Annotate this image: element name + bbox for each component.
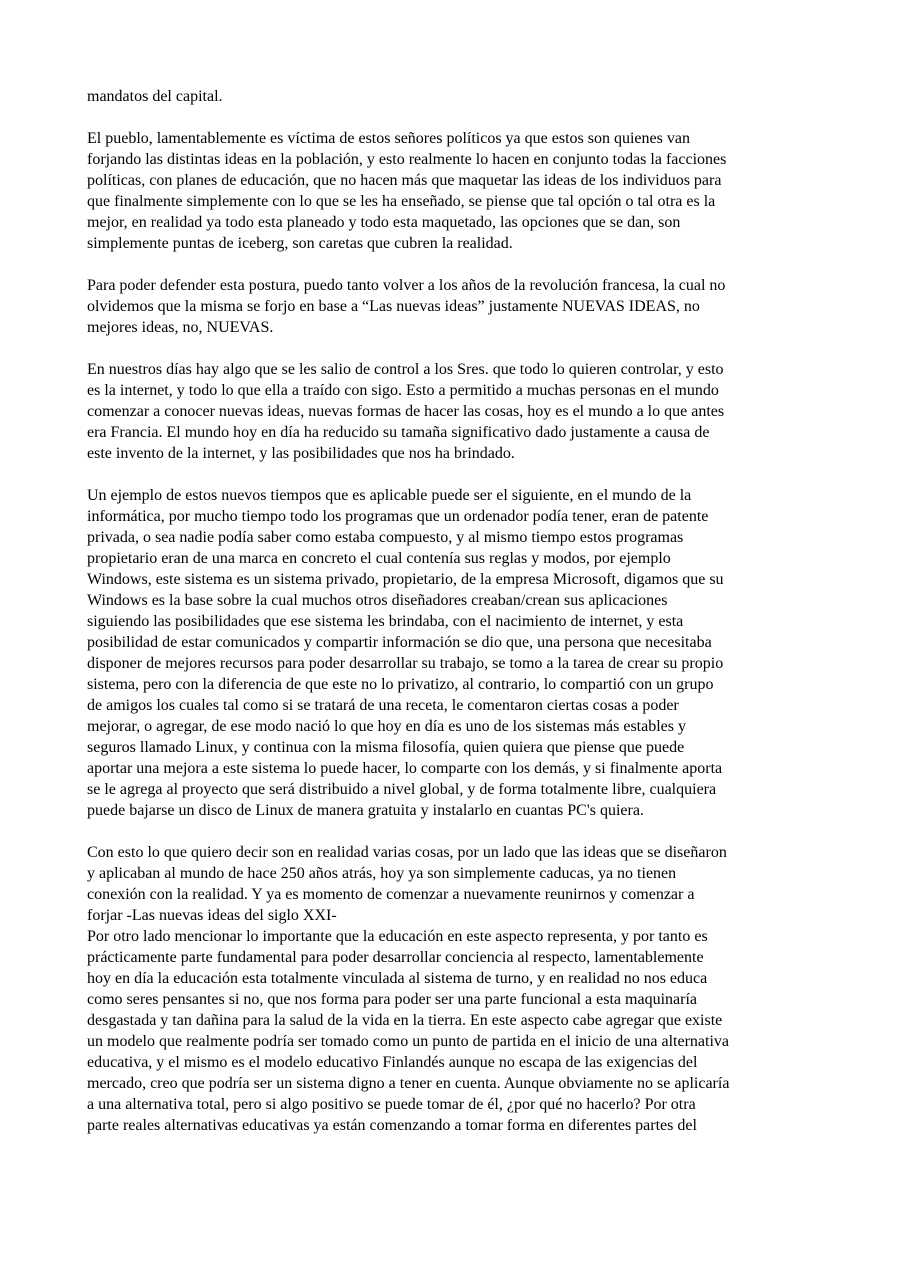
text-line: olvidemos que la misma se forjo en base a “Las nuevas ideas” justamente NUEVAS IDEAS, no (87, 298, 700, 315)
text-line: desgastada y tan dañina para la salud de la vida en la tierra. En este aspecto cabe agregar que existe (87, 1012, 723, 1029)
text-line: a una alternativa total, pero si algo positivo se puede tomar de él, ¿por qué no hacerlo? Por otra (87, 1096, 696, 1113)
text-line: de amigos los cuales tal como si se tratará de una receta, le comentaron ciertas cosas a poder (87, 697, 679, 714)
text-line: En nuestros días hay algo que se les salio de control a los Sres. que todo lo quieren controlar, y esto (87, 361, 724, 378)
text-line: simplemente puntas de iceberg, son caretas que cubren la realidad. (87, 235, 513, 252)
text-line: se le agrega al proyecto que será distribuido a nivel global, y de forma totalmente libre, cualquiera (87, 781, 717, 798)
text-line: Un ejemplo de estos nuevos tiempos que es aplicable puede ser el siguiente, en el mundo de la (87, 487, 692, 504)
text-line: hoy en día la educación esta totalmente vinculada al sistema de turno, y en realidad no nos educa (87, 970, 708, 987)
text-line: comenzar a conocer nuevas ideas, nuevas formas de hacer las cosas, hoy es el mundo a lo que antes (87, 403, 725, 420)
document-page (87, 86, 847, 1157)
text-line: mandatos del capital. (87, 88, 223, 105)
text-line: Por otro lado mencionar lo importante que la educación en este aspecto representa, y por tanto es (87, 928, 708, 945)
paragraph (87, 485, 847, 821)
text-line: era Francia. El mundo hoy en día ha reducido su tamaña significativo dado justamente a causa de (87, 424, 710, 441)
text-line: privada, o sea nadie podía saber como estaba compuesto, y al mismo tiempo estos programas (87, 529, 684, 546)
text-line: aportar una mejora a este sistema lo puede hacer, lo comparte con los demás, y si finalmente aporta (87, 760, 723, 777)
paragraph (87, 275, 847, 338)
text-line: propietario eran de una marca en concreto el cual contenía sus reglas y modos, por ejemplo (87, 550, 671, 567)
text-line: forjar -Las nuevas ideas del siglo XXI- (87, 907, 337, 924)
text-line: parte reales alternativas educativas ya están comenzando a tomar forma en diferentes partes del (87, 1117, 697, 1134)
text-line: y aplicaban al mundo de hace 250 años atrás, hoy ya son simplemente caducas, ya no tienen (87, 865, 677, 882)
text-line: disponer de mejores recursos para poder desarrollar su trabajo, se tomo a la tarea de crear su propio (87, 655, 724, 672)
text-line: mejorar, o agregar, de ese modo nació lo que hoy en día es uno de los sistemas más estables y (87, 718, 686, 735)
text-line: puede bajarse un disco de Linux de manera gratuita y instalarlo en cuantas PC's quiera. (87, 802, 644, 819)
text-line: un modelo que realmente podría ser tomado como un punto de partida en el inicio de una alternativa (87, 1033, 730, 1050)
text-line: informática, por mucho tiempo todo los programas que un ordenador podía tener, eran de patente (87, 508, 709, 525)
text-line: es la internet, y todo lo que ella a traído con sigo. Esto a permitido a muchas personas en el mundo (87, 382, 719, 399)
text-line: Windows es la base sobre la cual muchos otros diseñadores creaban/crean sus aplicaciones (87, 592, 668, 609)
paragraph (87, 128, 847, 254)
text-line: prácticamente parte fundamental para poder desarrollar conciencia al respecto, lamentablemente (87, 949, 704, 966)
text-line: mejor, en realidad ya todo esta planeado y todo esta maquetado, las opciones que se dan, son (87, 214, 681, 231)
text-line: seguros llamado Linux, y continua con la misma filosofía, quien quiera que piense que puede (87, 739, 685, 756)
paragraph (87, 842, 847, 1136)
paragraph (87, 359, 847, 464)
text-line: educativa, y el mismo es el modelo educativo Finlandés aunque no escapa de las exigencias del (87, 1054, 698, 1071)
text-line: Para poder defender esta postura, puedo tanto volver a los años de la revolución francesa, la cual no (87, 277, 726, 294)
text-line: sistema, pero con la diferencia de que este no lo privatizo, al contrario, lo compartió con un grupo (87, 676, 714, 693)
text-line: Windows, este sistema es un sistema privado, propietario, de la empresa Microsoft, digamos que su (87, 571, 724, 588)
text-line: Con esto lo que quiero decir son en realidad varias cosas, por un lado que las ideas que se diseñaron (87, 844, 727, 861)
text-line: que finalmente simplemente con lo que se les ha enseñado, se piense que tal opción o tal otra es la (87, 193, 716, 210)
text-line: este invento de la internet, y las posibilidades que nos ha brindado. (87, 445, 515, 462)
text-line: mercado, creo que podría ser un sistema digno a tener en cuenta. Aunque obviamente no se aplicaría (87, 1075, 730, 1092)
text-line: posibilidad de estar comunicados y compartir información se dio que, una persona que necesitaba (87, 634, 712, 651)
text-line: políticas, con planes de educación, que no hacen más que maquetar las ideas de los individuos para (87, 172, 722, 189)
text-line: siguiendo las posibilidades que ese sistema les brindaba, con el nacimiento de internet, y esta (87, 613, 684, 630)
text-line: conexión con la realidad. Y ya es momento de comenzar a nuevamente reunirnos y comenzar a (87, 886, 695, 903)
text-line: forjando las distintas ideas en la población, y esto realmente lo hacen en conjunto todas la facciones (87, 151, 727, 168)
text-line: mejores ideas, no, NUEVAS. (87, 319, 274, 336)
text-line: como seres pensantes si no, que nos forma para poder ser una parte funcional a esta maquinaría (87, 991, 697, 1008)
text-line: El pueblo, lamentablemente es víctima de estos señores políticos ya que estos son quienes van (87, 130, 690, 147)
paragraph (87, 86, 847, 107)
